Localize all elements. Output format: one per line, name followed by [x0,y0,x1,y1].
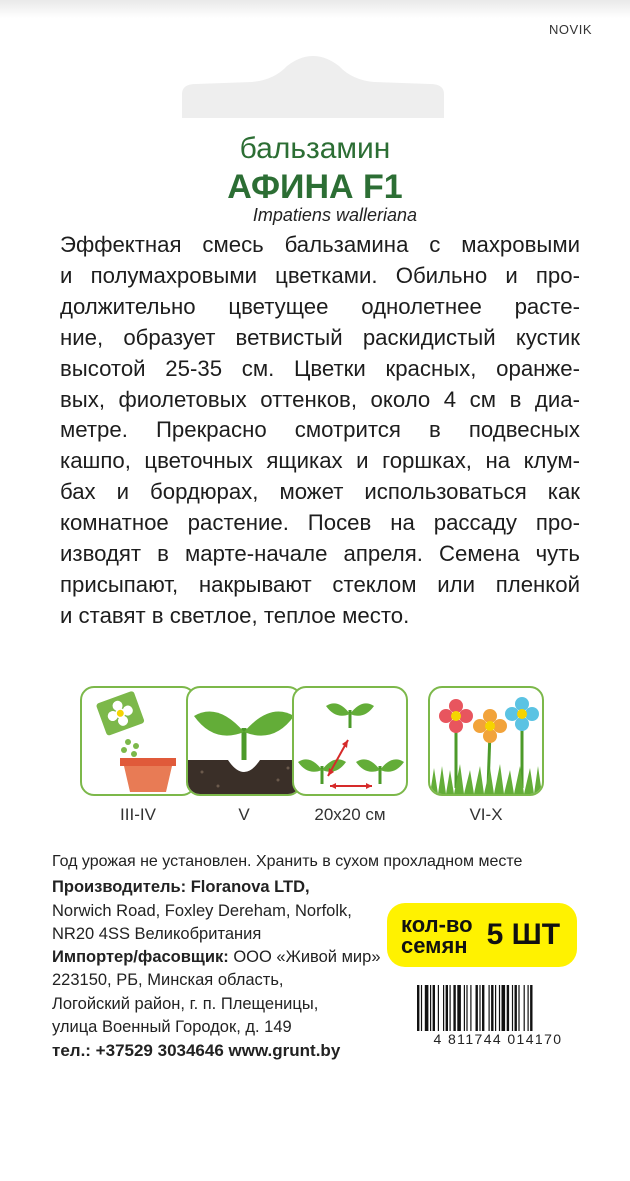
barcode-bar [524,985,525,1031]
barcode-bar [495,985,496,1031]
producer-address-2: NR20 4SS Великобритания [52,925,262,943]
barcode-bar [470,985,471,1031]
hang-tab-hole [182,56,444,118]
sowing-caption: III-IV [120,805,156,824]
quantity-label-2: семян [401,933,468,958]
description-line: и ставят в светлое, теплое место. [60,602,410,628]
description-line: Эффектная смесь бальзамина с махровыми [60,232,580,257]
barcode-bar [528,985,529,1031]
barcode-bar [417,985,419,1031]
importer-address-3: улица Военный Городок, д. 149 [52,1018,292,1036]
producer-address-1: Norwich Road, Foxley Dereham, Norfolk, [52,902,352,920]
brand-name: NOVIK [549,22,592,37]
importer-line [52,948,381,967]
flowering-caption: VI-X [469,805,503,824]
product-type: бальзамин [239,132,391,165]
storage-note: Год урожая не установлен. Хранить в сухом прохладном месте [52,853,523,870]
importer-name: ООО «Живой мир» [228,948,381,966]
description-line: бах и бордюрах, может использоваться как [60,479,580,505]
quantity-label [401,914,473,956]
description-line: изводят в марте-начале апреля. Семена чуть [60,541,580,567]
barcode-bar [479,985,480,1031]
barcode-bar [425,985,429,1031]
package-top-strip [0,0,630,18]
producer-label-text: Производитель: Floranova LTD, [52,878,310,896]
barcode-bar [512,985,513,1031]
seed-quantity-badge [387,903,577,967]
flowering-icon [428,686,544,796]
description-line: присыпают, накрывают стеклом или пленкой [60,571,580,597]
barcode-number: 4 811744 014170 [408,1031,588,1047]
description-line: ние, образует ветвистый раскидистый кустик [60,324,580,350]
barcode-bar [507,985,509,1031]
seedling-in-soil-icon [186,686,302,796]
description-line: метре. Прекрасно смотрится в подвесных [60,417,580,443]
barcode-bar [438,985,439,1031]
barcode-bar [491,985,493,1031]
product-name: АФИНА F1 [227,168,403,206]
planting-scheme-icon [292,686,408,796]
sowing-pot-icon [80,686,196,796]
barcode-bar [502,985,506,1031]
description-line: высотой 25-35 см. Цветки красных, оранже- [60,355,580,381]
importer-address-2: Логойский район, г. п. Плещеницы, [52,995,319,1013]
barcode-bar [453,985,455,1031]
description-line: должительно цветущее однолетнее расте- [60,293,580,319]
barcode-bar [446,985,448,1031]
barcode-bar [457,985,461,1031]
barcode-bar [430,985,431,1031]
importer-label: Импортер/фасовщик: [52,948,229,966]
barcode-bar [482,985,484,1031]
spacing-caption: 20x20 см [314,805,386,824]
description-line: вых, фиолетовых оттенков, около 4 см в диа- [60,386,580,412]
quantity-label-1: кол-во [401,912,473,937]
producer-label [52,878,310,897]
barcode-bar [464,985,465,1031]
description-line: и полумахровыми цветками. Обильно и про- [60,262,580,288]
latin-name: Impatiens walleriana [252,205,417,225]
barcode-bar [518,985,519,1031]
barcode-bar [443,985,444,1031]
contacts: тел.: +37529 3034646 www.grunt.by [52,1041,341,1060]
barcode-bar [450,985,451,1031]
quantity-value: 5 ШТ [486,918,561,951]
description-line: комнатное растение. Посев на рассаду про- [60,510,580,536]
barcode-bar [499,985,500,1031]
barcode-bar [489,985,490,1031]
description [60,230,580,632]
barcode-bar [433,985,435,1031]
description-line: кашпо, цветочных ящиках и горшках, на клум- [60,448,580,474]
barcode-bar [476,985,478,1031]
seedling-caption: V [238,805,250,824]
barcode-bar [421,985,422,1031]
importer-address-1: 223150, РБ, Минская область, [52,971,284,989]
barcode-bar [515,985,517,1031]
barcode-bar [466,985,467,1031]
barcode-bar [530,985,532,1031]
